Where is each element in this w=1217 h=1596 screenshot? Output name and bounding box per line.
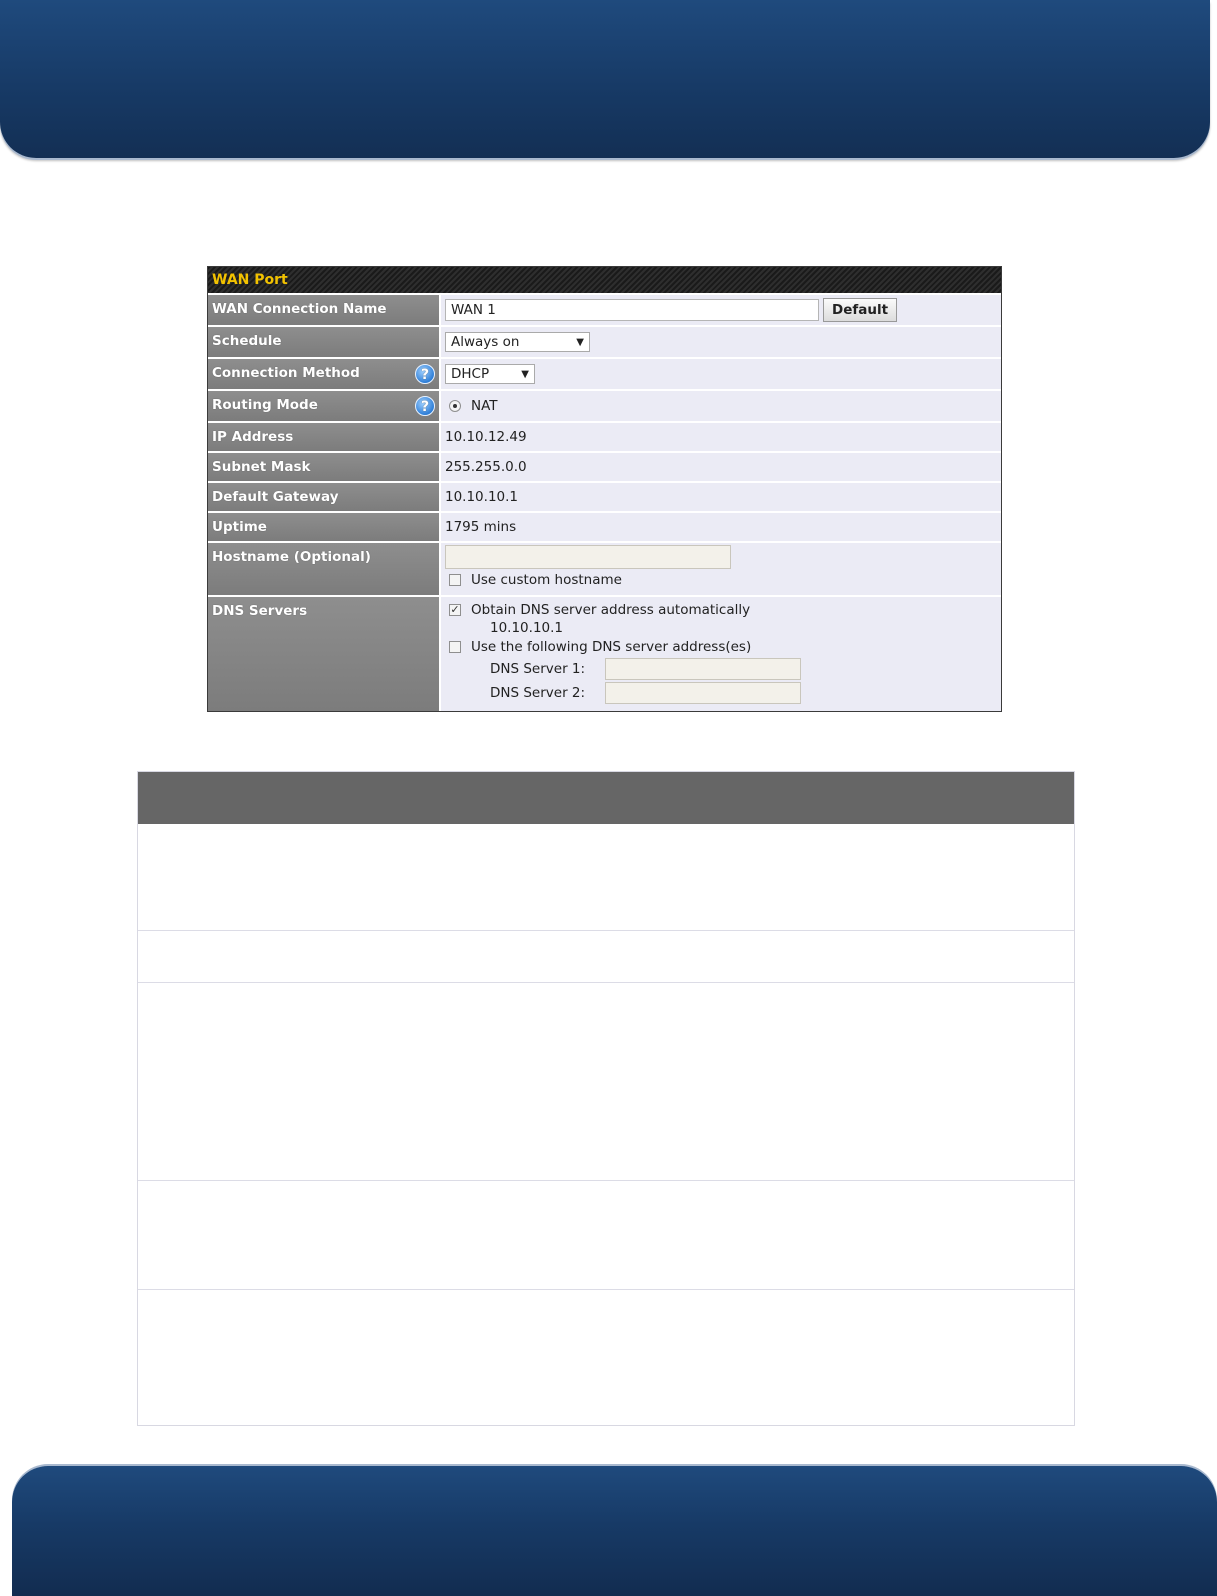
row-uptime — [208, 513, 1001, 543]
default-gateway-value: 10.10.10.1 — [441, 483, 1001, 511]
question-circle-icon[interactable]: ? — [415, 364, 435, 384]
row-subnet-mask — [208, 453, 1001, 483]
connection-method-select[interactable] — [445, 364, 535, 384]
ip-address-value: 10.10.12.49 — [441, 423, 1001, 451]
nat-radio[interactable] — [449, 400, 461, 412]
row-ip-address — [208, 423, 1001, 453]
table-row — [138, 930, 1074, 982]
connection-method-value: DHCP — [451, 366, 490, 382]
row-schedule — [208, 327, 1001, 359]
table-row — [138, 824, 1074, 930]
dns-auto-label: Obtain DNS server address automatically — [471, 602, 751, 618]
description-table — [137, 771, 1075, 1426]
subnet-mask-value: 255.255.0.0 — [441, 453, 1001, 481]
dns-servers-label: DNS Servers — [208, 597, 441, 711]
wan-port-title: WAN Port — [208, 267, 1001, 295]
row-connection-name — [208, 295, 1001, 327]
row-routing-mode — [208, 391, 1001, 423]
table-row — [138, 982, 1074, 1180]
question-circle-icon[interactable]: ? — [415, 396, 435, 416]
connection-method-label — [208, 359, 441, 389]
chevron-down-icon: ▼ — [576, 336, 584, 348]
subnet-mask-label: Subnet Mask — [208, 453, 441, 481]
ip-address-label: IP Address — [208, 423, 441, 451]
bottom-banner — [12, 1466, 1217, 1596]
schedule-value: Always on — [451, 334, 520, 350]
dns-manual-label: Use the following DNS server address(es) — [471, 639, 752, 655]
table-row — [138, 1180, 1074, 1289]
dns-server-1-input[interactable] — [605, 658, 801, 680]
description-table-header — [138, 772, 1074, 824]
custom-hostname-label: Use custom hostname — [471, 572, 622, 588]
wan-port-panel — [207, 266, 1002, 712]
default-button[interactable]: Default — [823, 298, 897, 322]
dns-manual-checkbox[interactable] — [449, 641, 461, 653]
schedule-label: Schedule — [208, 327, 441, 357]
dns-server-2-input[interactable] — [605, 682, 801, 704]
row-default-gateway — [208, 483, 1001, 513]
row-hostname — [208, 543, 1001, 597]
dns-auto-value: 10.10.10.1 — [490, 620, 563, 636]
table-row — [138, 1289, 1074, 1425]
custom-hostname-checkbox[interactable] — [449, 574, 461, 586]
dns-server-1-label: DNS Server 1: — [490, 661, 586, 677]
schedule-select[interactable] — [445, 332, 590, 352]
row-dns-servers — [208, 597, 1001, 711]
routing-mode-label — [208, 391, 441, 421]
connection-name-label: WAN Connection Name — [208, 295, 441, 325]
nat-label: NAT — [471, 398, 498, 414]
default-gateway-label: Default Gateway — [208, 483, 441, 511]
routing-mode-label-text: Routing Mode — [212, 397, 318, 413]
connection-method-label-text: Connection Method — [212, 365, 360, 381]
row-connection-method — [208, 359, 1001, 391]
dns-auto-checkbox[interactable]: ✓ — [450, 603, 460, 616]
dns-server-2-label: DNS Server 2: — [490, 685, 586, 701]
hostname-input[interactable] — [445, 545, 731, 569]
top-banner — [0, 0, 1210, 158]
uptime-value: 1795 mins — [441, 513, 1001, 541]
connection-name-input[interactable] — [445, 299, 819, 321]
hostname-label: Hostname (Optional) — [208, 543, 441, 595]
chevron-down-icon: ▼ — [521, 368, 529, 380]
uptime-label: Uptime — [208, 513, 441, 541]
